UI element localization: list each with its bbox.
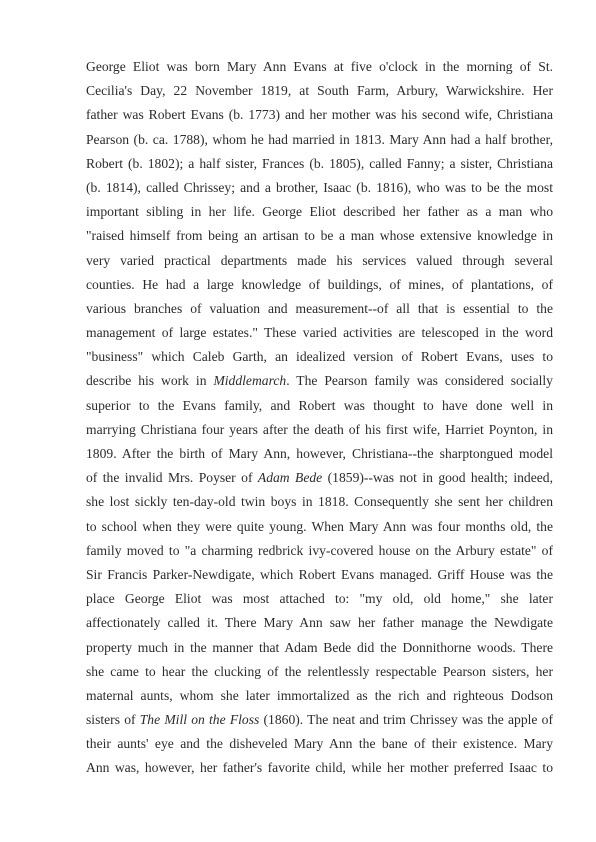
text-line: father was Robert Evans (b. 1773) and her mother was his second wife, Christiana xyxy=(86,107,553,123)
text-line: "raised himself from being an artisan to be a man whose extensive knowledge in xyxy=(86,228,553,244)
text-line: important sibling in her life. George Eliot described her father as a man who xyxy=(86,204,553,220)
text-line-with-title xyxy=(86,369,553,393)
text-segment: (1859)--was not in good health; indeed, xyxy=(322,470,553,486)
text-line: George Eliot was born Mary Ann Evans at five o'clock in the morning of St. xyxy=(86,59,553,74)
text-line: "business" which Caleb Garth, an idealized version of Robert Evans, uses to xyxy=(86,349,553,365)
text-line: (b. 1814), called Chrissey; and a brother, Isaac (b. 1816), who was to be the most xyxy=(86,179,553,195)
text-line-with-title xyxy=(86,708,553,732)
text-line: management of large estates." These varied activities are telescoped in the word xyxy=(86,325,553,341)
text-segment: describe his work in xyxy=(86,373,214,389)
text-line: various branches of valuation and measurement--of all that is essential to the xyxy=(86,300,553,316)
text-line: Robert (b. 1802); a half sister, Frances (b. 1805), called Fanny; a sister, Christiana xyxy=(86,155,553,171)
book-title: Adam Bede xyxy=(257,470,323,486)
text-segment: . The Pearson family was considered socially xyxy=(286,373,553,389)
text-line: superior to the Evans family, and Robert was thought to have done well in xyxy=(86,397,553,413)
text-line: she came to hear the clucking of the relentlessly respectable Pearson sisters, her xyxy=(86,663,553,679)
text-segment: sisters of xyxy=(86,712,140,728)
text-line: family moved to "a charming redbrick ivy-covered house on the Arbury estate" of xyxy=(86,542,553,558)
text-line: counties. He had a large knowledge of buildings, of mines, of plantations, of xyxy=(86,276,553,292)
text-line: affectionately called it. There Mary Ann saw her father manage the Newdigate xyxy=(86,615,553,631)
text-line: Cecilia's Day, 22 November 1819, at South Farm, Arbury, Warwickshire. Her xyxy=(86,83,553,99)
text-line: very varied practical departments made his services valued through several xyxy=(86,252,553,268)
text-line: 1809. After the birth of Mary Ann, however, Christiana--the sharptongued model xyxy=(86,446,553,461)
text-line: their aunts' eye and the disheveled Mary Ann the bane of their existence. Mary xyxy=(86,736,553,752)
book-title: The Mill on the Floss xyxy=(139,712,260,728)
text-line: Ann was, however, her father's favorite child, while her mother preferred Isaac to xyxy=(86,760,553,776)
text-line: Pearson (b. ca. 1788), whom he had married in 1813. Mary Ann had a half brother, xyxy=(86,131,553,147)
text-line: Sir Francis Parker-Newdigate, which Robert Evans managed. Griff House was the xyxy=(86,566,553,582)
text-line: to school when they were quite young. When Mary Ann was four months old, the xyxy=(86,518,553,534)
text-line-with-title xyxy=(86,466,553,490)
text-segment: (1860). The neat and trim Chrissey was the apple of xyxy=(259,712,553,728)
book-title: Middlemarch xyxy=(213,373,287,389)
text-line: she lost sickly ten-day-old twin boys in 1818. Consequently she sent her children xyxy=(86,494,553,510)
text-line: place George Eliot was most attached to: "my old, old home," she later xyxy=(86,591,553,607)
text-line: maternal aunts, whom she later immortalized as the rich and righteous Dodson xyxy=(86,687,553,703)
text-line: property much in the manner that Adam Bede did the Donnithorne woods. There xyxy=(86,639,553,655)
body-paragraph xyxy=(86,55,553,781)
text-segment: of the invalid Mrs. Poyser of xyxy=(86,470,258,486)
text-line: marrying Christiana four years after the death of his first wife, Harriet Poynton, in xyxy=(86,421,553,437)
